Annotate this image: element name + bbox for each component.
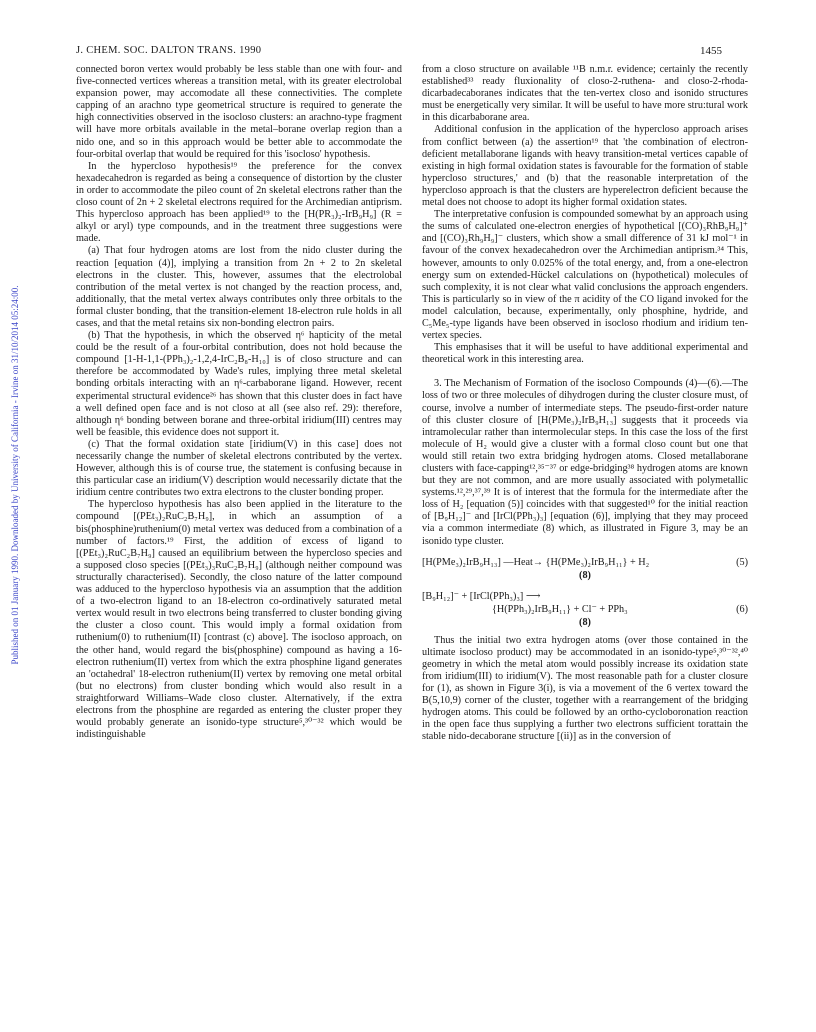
running-header: J. CHEM. SOC. DALTON TRANS. 1990	[76, 45, 262, 56]
paragraph: The interpretative confusion is compounded somewhat by an approach using the sums of calculated one-electron energies of hypothetical [(CO)₃RhB₉H₉]⁺ and [(CO)₃Rh₉H₉]⁻ clusters, which show a small difference of 31 kJ mol⁻¹ in favour of the convex hexadecahedron over the Archimedian antiprism.³⁴ This, however, amounts to only 0.025% of the total energy, and, from a one-electron energy sum on extended-Hückel calculations on (hypothetical) molecules of such complexity, it is not clear what valid conclusions the approach engenders. This is particularly so in view of the π acidity of the CO ligand invoked for the model calculation, because, experimentally, only phosphine, hydride, and C₅Me₅-type ligands have been observed in isocloso rhodium and iridium ten-vertex species.	[422, 209, 748, 342]
download-watermark	[0, 0, 20, 1032]
equation-5-text: [H(PMe₃)₂IrB₉H₁₃] —Heat→ {H(PMe₃)₂IrB₉H₁₁} + H₂	[422, 556, 650, 568]
equation-5	[422, 556, 748, 582]
equation-6-line1: [B₉H₁₂]⁻ + [IrCl(PPh₃)₃] ⟶	[422, 590, 541, 602]
equation-6-number: (6)	[736, 603, 748, 615]
right-column	[422, 64, 748, 744]
equation-6-line2: {H(PPh₃)₂IrB₉H₁₁} + Cl⁻ + PPh₃	[492, 603, 628, 615]
paragraph: from a closo structure on available ¹¹B n.m.r. evidence; certainly the recently established³³ ready fluxionality of closo-2-ruthena- and closo-2-rhoda-dicarbadecaboranes indicates that the ten-vertex closo and isonido structures must be energetically very similar. It will be useful to have more stru:tural work in this dicarbaborane area.	[422, 64, 748, 124]
paragraph: (a) That four hydrogen atoms are lost from the nido cluster during the reaction [equation (4)], implying a transition from 2n + 2 to 2n skeletal electrons in the cluster. This, however, assumes that the electrolobal contribution of the metal vertex is not changed by the reaction process, and, additionally, that the metal vertex always contributes only three orbitals to the formal cluster bonding, that the transition-element 18-electron rule holds in all cases, and that the metal retains six non-bonding electron pairs.	[76, 245, 402, 329]
paragraph: Thus the initial two extra hydrogen atoms (over those contained in the ultimate isocloso product) may be accommodated in an isonido-type⁵,³⁰⁻³²,⁴⁰ geometry in which the metal atom would possibly increase its oxidation state from iridium(III) to iridium(V). The most reasonable path for a cluster closure for (1), as shown in Figure 3(i), is via a movement of the 6 vertex toward the B(5,10,9) corner of the cluster, together with a rearrangement of the bridging hydrogen atoms. This could be followed by an ortho-cycloboronation reaction in the open face thus supplying a further two electrons sufficient torattain the stable nido-decaborane structure [(ii)] as in the conversion of	[422, 634, 748, 743]
left-column	[76, 64, 402, 741]
page-number: 1455	[700, 45, 722, 57]
watermark-text: Published on 01 January 1990. Downloaded by University of California - Irvine on 31/10/2014 05:24:00.	[10, 285, 20, 665]
paragraph: Additional confusion in the application of the hypercloso approach arises from conflict between (a) the assertion¹⁹ that 'the combination of electron-deficient metallaborane ligands with heavy transition-metal vertices capable of existing in high formal oxidation states is favourable for the formation of stable hypercloso structures,' and (b) that the reasonable interpretation of the hypercloso approach is that the clusters are hyperelectron deficient because the metal does not choose to adopt its higher formal oxidation states.	[422, 124, 748, 209]
paragraph: In the hypercloso hypothesis¹⁹ the preference for the convex hexadecahedron is regarded as being a consequence of distortion by the cluster in order to accommodate the pileo count of 2n skeletal electrons rather than the closo count of 2n + 2 skeletal electrons required for the Archimedian antiprism. This hypercloso approach has been applied¹⁹ to the [H(PR₃)₂-IrB₉H₉] (R = alkyl or aryl) type compounds, and in the treatment three suggestions were made.	[76, 160, 402, 245]
paragraph: The hypercloso hypothesis has also been applied in the literature to the compound [(PEt₃)₂RuC₂B₇H₉], in which an assumption of a bis(phosphine)ruthenium(0) metal vertex was deduced from a combination of a number of factors.¹⁹ First, the addition of excess of ligand to [(PEt₃)₂RuC₂B₇H₉] caused an equilibrium between the hypercloso species and a supposed closo species [(PEt₃)₃RuC₂B₇H₉] (although neither compound was structurally characterised). Secondly, the closo nature of the latter compound was adduced to the hypercloso hypothesis via an assumption that the addition of a two-electron ligand to an 18-electron co-ordinatively saturated metal vertex would result in two electrons being transferred to cluster bonding giving the cluster a closo count. This would imply a formal oxidation from ruthenium(0) to ruthenium(II) [contrast (c) above]. The isocloso approach, on the other hand, would regard the bis(phosphine) compound as having a 16-electron ruthenium(II) vertex from which the extra phosphine ligand generates an 'octahedral' 18-electron ruthenium(II) vertex by removing one metal orbital (but no electrons) from cluster bonding which would also result in a straightforward Williams–Wade closo cluster. Alternatively, if the extra electrons from the phosphine are regarded as entering the cluster proper they would probably generate an isonido-type structure⁵,³⁰⁻³² which would be indistinguishable	[76, 499, 402, 741]
paragraph: This emphasises that it will be useful to have additional experimental and theoretical work in this interesting area.	[422, 342, 748, 366]
paragraph: (c) That the formal oxidation state [iridium(V) in this case] does not necessarily change the number of skeletal electrons contributed by the vertex. However, although this is of course true, the statement is confusing because in this particular case an iridium(V) description would necessarily dictate that the iridium centre contributes two extra electrons to the cluster bonding proper.	[76, 438, 402, 499]
paragraph: (b) That the hypothesis, in which the observed η⁶ hapticity of the metal could be the result of a four-orbital contribution, does not hold because the compound [1-H-1,1-(PPh₃)₂-1,2,4-IrC₂B₈-H₁₀] is of closo structure and can therefore be accommodated by Wade's rules, implying three metal skeletal bonding orbitals interacting with an η⁶-carbaborane ligand. However, recent experimental structural evidence²⁶ has shown that this cluster does in fact have a well defined open face and is not closo at all (see also ref. 29): therefore, although η⁶ bonding between borane and three-orbital iridium(III) centres may well be feasible, this evidence does not support it.	[76, 330, 402, 438]
section-paragraph: 3. The Mechanism of Formation of the isocloso Compounds (4)—(6).—The loss of two or three molecules of dihydrogen during the cluster closure must, of course, involve a number of intermediate steps. The pseudo-first-order nature of this cluster closure of [H(PMe₃)₂IrB₉H₁₃] suggests that it proceeds via intramolecular rather than intermolecular steps. In this case the loss of the first molecule of H₂ would give a cluster with a formal closo count but one that would still retain two extra bridging hydrogen atoms. Closed metallaborane clusters with face-capping¹²,³⁵⁻³⁷ or edge-bridging³⁸ hydrogen atoms are known but they are not common, and are more usually associated with polymetallic systems.¹²,²⁹,³⁷,³⁹ It is of interest that the formula for the intermediate after the loss of H₂ [equation (5)] coincides with that suggested¹⁰ for the initial reaction of [B₉H₁₂]⁻ and [IrCl(PPh₃)₃] [equation (6)], implying that they may proceed via a common intermediate (8) which, as illustrated in Figure 3, may be an isonido type cluster.	[422, 378, 748, 547]
equation-5-label: (8)	[579, 569, 591, 581]
equation-6-label: (8)	[579, 616, 591, 628]
equation-6	[422, 590, 748, 629]
equation-5-number: (5)	[736, 556, 748, 568]
paragraph: connected boron vertex would probably be less stable than one with four- and five-connected vertices whereas a transition metal, with its greater electrolobal expansion power, may accomodate all these connectivities. The complete capping of an arachno type geometrical structure is required to generate the high connectivities observed in the isocloso clusters: an arachno-type fragment will have more orbitals available in the metal–borane overlap region than a nido one, and so in this approach would be better able to accommodate the four-orbital overlap that would be required for this 'isocloso' hypothesis.	[76, 64, 402, 160]
